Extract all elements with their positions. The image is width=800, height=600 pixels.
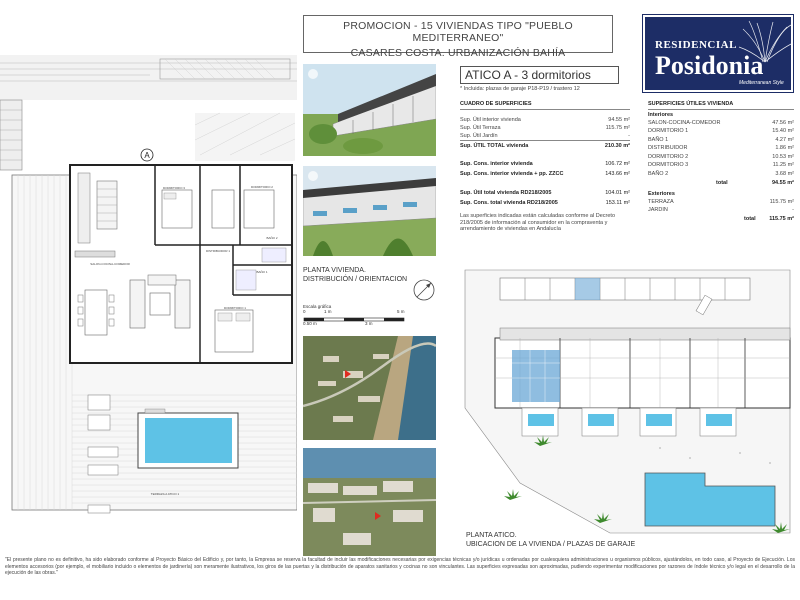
sup-rd-row: Sup. Cons. total vivienda RD218/2005 153.11 m² xyxy=(460,200,630,206)
room-label-bano1: BAÑO 1 xyxy=(256,270,268,274)
location-caption-line1: PLANTA ATICO. xyxy=(466,532,517,539)
plan-caption-line1: PLANTA VIVIENDA. xyxy=(303,267,366,274)
room-label-dorm1: DORMITORIO 1 xyxy=(224,306,246,310)
utiles-row: DORMITORIO 2 10.53 m² xyxy=(648,154,794,160)
garage-spot-highlight xyxy=(575,278,600,300)
utiles-row: DISTRIBUIDOR 1.86 m² xyxy=(648,145,794,151)
logo-tagline: Mediterranean Style xyxy=(739,80,784,86)
plan-marker: A xyxy=(144,151,150,160)
aerial-map-2 xyxy=(303,448,436,556)
superficies-note: Las superficies indicadas están calculadas conforme al Decreto 218/2005 de información al consumidor en la compraventa y arrendamiento de viviendas en Andalucía xyxy=(460,213,615,232)
logo-posidonia: Posidonia xyxy=(655,51,764,80)
logo-residencial: RESIDENCIAL xyxy=(655,39,737,51)
floor-plan xyxy=(0,55,297,555)
render-photo-1 xyxy=(303,64,436,156)
exteriores-label: Exteriores xyxy=(648,191,675,197)
sup-cons-row: Sup. Cons. interior vivienda 106.72 m² xyxy=(460,161,630,167)
project-title-line2: CASARES COSTA. URBANIZACIÓN BAHÍA xyxy=(350,47,566,59)
room-label-salon: SALON-COCINA-COMEDOR xyxy=(90,262,130,266)
superficies-heading: CUADRO DE SUPERFICIES xyxy=(460,101,532,107)
render-photo-2 xyxy=(303,166,436,256)
scale-label-3: 3 m xyxy=(365,321,373,326)
room-label-dorm3: DORMITORIO 3 xyxy=(163,186,185,190)
utiles-row: JARDIN - xyxy=(648,207,794,213)
utiles-row: BAÑO 2 3.68 m² xyxy=(648,171,794,177)
sup-cons-row: Sup. Cons. interior vivienda + pp. ZZCC 143.66 m² xyxy=(460,171,630,177)
brand-logo xyxy=(643,15,793,92)
room-label-terraza: TERRAZA A ATICO 1 xyxy=(150,492,180,496)
utiles-divider xyxy=(648,109,794,110)
apartment-title: ATICO A - 3 dormitorios xyxy=(460,66,619,84)
project-title-box xyxy=(303,15,613,59)
scale-label-5: 5 m xyxy=(397,309,405,314)
location-caption-line2: UBICACION DE LA VIVIENDA / PLAZAS DE GARAJE xyxy=(466,541,636,548)
utiles-heading: SUPERFICIES ÚTILES VIVIENDA xyxy=(648,101,734,107)
aerial-map-1 xyxy=(303,336,436,440)
location-caption xyxy=(466,531,635,549)
room-label-bano2: BAÑO 2 xyxy=(266,236,278,240)
sup-row: Sup. Útil interior vivienda 94.55 m² xyxy=(460,117,630,123)
location-site-plan xyxy=(460,268,795,536)
sup-rd-row: Sup. Útil total vivienda RD218/2005 104.01 m² xyxy=(460,190,630,196)
utiles-row: SALON-COCINA-COMEDOR 47.56 m² xyxy=(648,120,794,126)
scale-title: Escala gráfica xyxy=(303,304,332,309)
north-compass-icon xyxy=(412,278,436,307)
sup-row: Sup. Útil Jardín - xyxy=(460,133,630,139)
superficies-divider xyxy=(460,109,630,110)
utiles-row: BAÑO 1 4.27 m² xyxy=(648,137,794,143)
sup-divider xyxy=(460,140,630,141)
plan-caption xyxy=(303,266,407,284)
utiles-row: DORMITORIO 1 15.40 m² xyxy=(648,128,794,134)
scale-label-05: 0.50 m xyxy=(303,321,317,326)
room-label-distribuidor: DISTRIBUIDOR 1 xyxy=(205,249,231,253)
interiores-label: Interiores xyxy=(648,112,674,118)
scale-label-1: 1 m xyxy=(324,309,332,314)
room-label-dorm2: DORMITORIO 2 xyxy=(251,185,273,189)
utiles-row: TERRAZA 115.75 m² xyxy=(648,199,794,205)
sup-row: Sup. Útil Terraza 115.75 m² xyxy=(460,125,630,131)
legal-disclaimer: "El presente plano no es definitivo, ha sido elaborado conforme al Proyecto Básico del Edificio y, por tanto, la Empresa se reserva la facultad de incluir las modificaciones necesarias por exigencias técnicas y/o jurídicas u ordenadas por cualesquiera administraciones u organismos públicos, ajustándolos, en todo caso, al Proyecto de Ejecución. Los elementos accesorios (por ejemplo, el mobiliario incluido o elementos de jardinería) son meramente ilustrativos, los giros de las puertas y la distribución de aparatos sanitarios y cocinas no son vinculantes. Las superficies expresadas son aproximadas, pudiendo experimentar modificaciones por razones de índole técnico y/o legal en el desarrollo de la ejecución de las obras." xyxy=(5,557,795,576)
sup-row-total: Sup. ÚTIL TOTAL vivienda 210.30 m² xyxy=(460,143,630,149)
utiles-row: DORMITORIO 3 11.25 m² xyxy=(648,162,794,168)
scale-label-0: 0 xyxy=(303,309,306,314)
apartment-note: * Incluida: plazas de garaje P18-P19 / trastero 12 xyxy=(460,86,580,92)
plan-caption-line2: DISTRIBUCIÓN / ORIENTACION xyxy=(303,276,408,283)
unit-highlight xyxy=(512,350,560,402)
project-title-line1: PROMOCION - 15 VIVIENDAS TIPO "PUEBLO MEDITERRANEO" xyxy=(343,20,573,44)
